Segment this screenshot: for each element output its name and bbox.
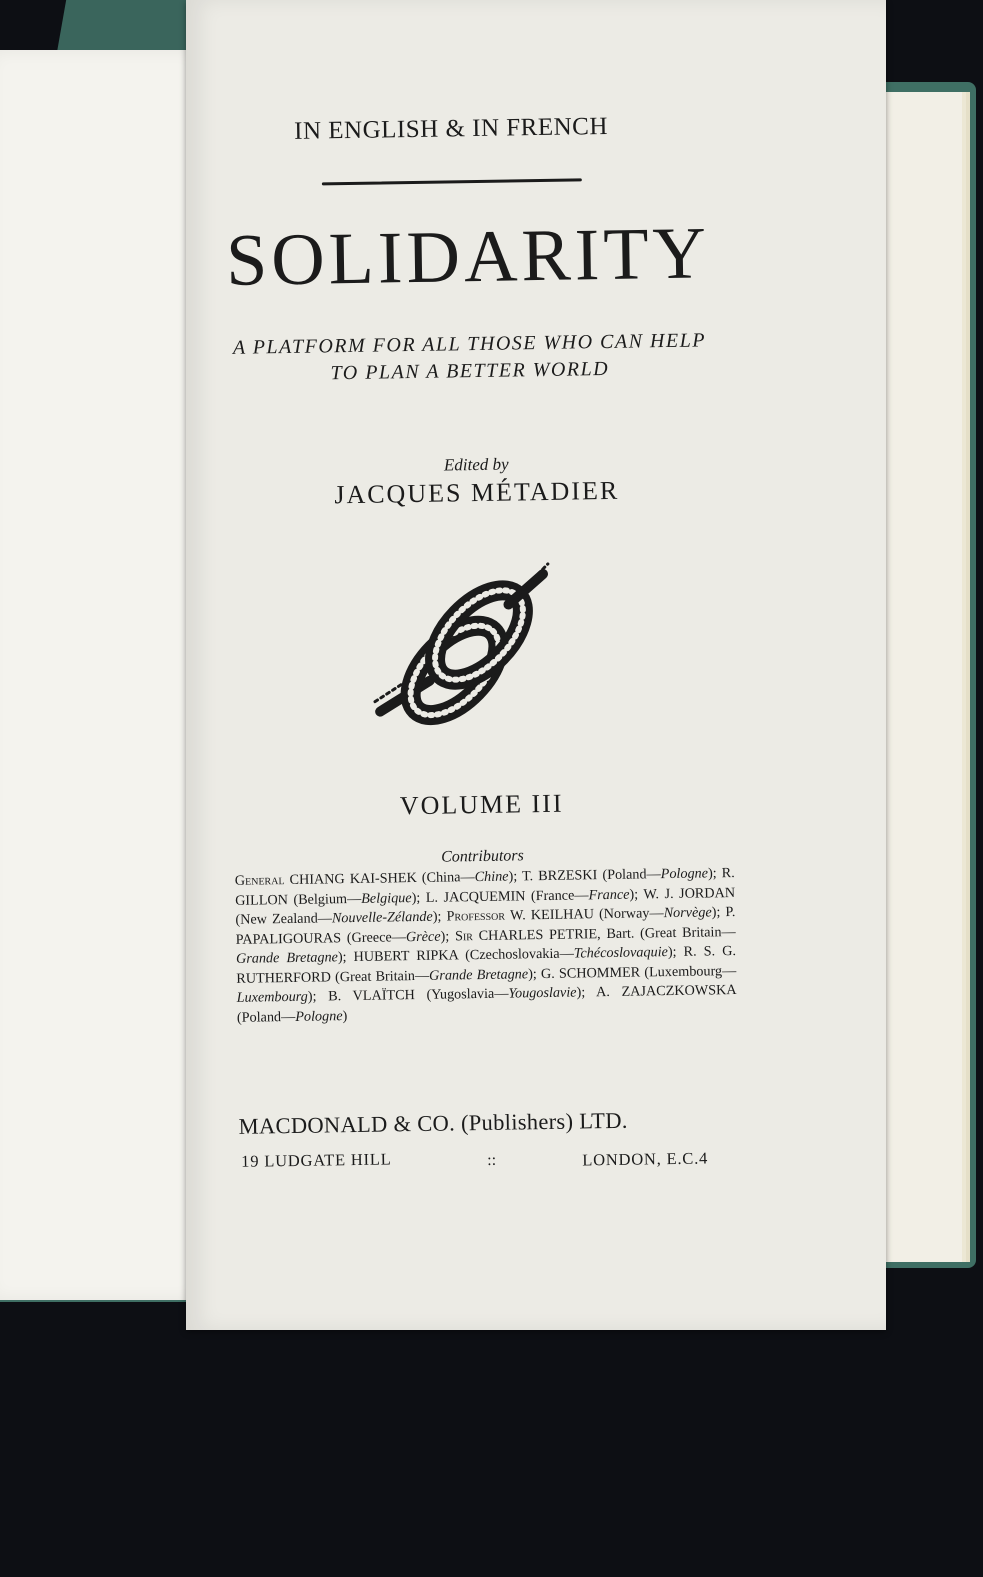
book-title: SOLIDARITY	[225, 212, 711, 302]
contributor-country-french: Grande Bretagne	[235, 949, 339, 967]
contributor-name: G. SCHOMMER	[540, 963, 645, 982]
contributor-country: (Greece—	[346, 928, 407, 946]
publisher-address-city: LONDON, E.C.4	[582, 1148, 709, 1170]
contributor-country-french: Pologne	[660, 865, 709, 883]
contributor-country-french: Luxembourg	[236, 988, 308, 1006]
contributor-country: (Poland—	[602, 866, 661, 884]
contributor-country-french: Belgique	[361, 889, 412, 907]
contributor-entry: R. S. G. RUTHERFORD (Great Britain—Grande Bretagne);	[236, 943, 737, 987]
contributor-country: (China—	[421, 869, 475, 886]
contributor-country-french: Norvège	[663, 904, 712, 922]
contributor-country: (Great Britain—	[639, 923, 736, 942]
contributor-name: P. PAPALIGOURAS	[235, 904, 736, 948]
publisher-name: MACDONALD & CO. (Publishers) LTD.	[238, 1107, 628, 1139]
decorative-rule	[322, 178, 582, 185]
edited-by-label: Edited by	[443, 454, 509, 475]
contributor-country: (France—	[530, 886, 589, 904]
contributor-country: (Norway—	[598, 905, 664, 923]
contributor-country-french: Chine	[474, 868, 509, 886]
contributor-country-french: Tchécoslovaquie	[573, 944, 669, 962]
contributor-entry: A. ZAJACZKOWSKA (Poland—Pologne)	[236, 982, 737, 1026]
contributor-name: W. KEILHAU	[509, 906, 600, 924]
contributors-list	[235, 864, 737, 1028]
language-line: IN ENGLISH & IN FRENCH	[293, 112, 609, 145]
contributor-entry: T. BRZESKI (Poland—Pologne);	[521, 865, 722, 885]
contributor-entry: G. SCHOMMER (Luxembourg—Luxembourg);	[236, 962, 737, 1006]
volume-number: VOLUME III	[399, 788, 564, 821]
contributor-country-french: Grèce	[405, 928, 441, 945]
contributor-name: W. J. JORDAN	[643, 884, 736, 902]
contributor-name: R. S. G. RUTHERFORD	[236, 943, 737, 987]
contributor-country: (New Zealand—	[235, 910, 333, 928]
address-separator: ::	[487, 1151, 497, 1169]
contributor-country: (Czechoslovakia—	[465, 945, 574, 964]
contributor-entry: Professor W. KEILHAU (Norway—Norvège);	[446, 904, 726, 925]
contributor-country: (Poland—	[236, 1008, 296, 1026]
contributor-entry: W. J. JORDAN (New Zealand—Nouvelle-Zélande);	[235, 884, 736, 928]
contributor-name: B. VLAÏTCH	[328, 986, 427, 1005]
subtitle-line-1: A PLATFORM FOR ALL THOSE WHO CAN HELP	[232, 329, 707, 359]
publisher-address-street: 19 LUDGATE HILL	[241, 1149, 392, 1171]
contributor-country-french: Pologne	[295, 1007, 343, 1025]
contributor-country-french: Grande Bretagne	[428, 965, 529, 984]
contributor-country: (Luxembourg—	[644, 962, 737, 980]
contributor-country-french: Yougoslavie	[508, 984, 577, 1002]
subtitle-line-2: TO PLAN A BETTER WORLD	[330, 357, 610, 385]
contributor-entry: Sir CHARLES PETRIE, Bart. (Great Britain—Grande Bretagne);	[235, 923, 736, 967]
contributor-title: Sir	[454, 927, 479, 944]
contributor-name: T. BRZESKI	[521, 867, 603, 885]
contributor-entry: P. PAPALIGOURAS (Greece—Grèce);	[235, 904, 736, 948]
chain-links-icon	[368, 559, 561, 742]
contributor-country: (Yugoslavia—	[426, 985, 509, 1003]
contributor-name: CHARLES PETRIE, Bart.	[478, 925, 641, 944]
contributor-country-french: France	[588, 886, 630, 903]
contributor-name: HUBERT RIPKA	[353, 947, 466, 966]
contributor-title: Professor	[446, 907, 511, 925]
contributor-name: A. ZAJACZKOWSKA	[595, 982, 737, 1001]
contributor-entry: B. VLAÏTCH (Yugoslavia—Yougoslavie);	[328, 984, 597, 1005]
contributor-entry: R. GILLON (Belgium—Belgique);	[234, 865, 735, 909]
contributor-country: (Great Britain—	[334, 967, 430, 985]
contributor-entry: HUBERT RIPKA (Czechoslovakia—Tchécoslovaquie);	[353, 943, 684, 966]
contributors-heading: Contributors	[440, 847, 524, 866]
contributor-title: General	[234, 872, 290, 889]
contributor-country: (Belgium—	[293, 890, 362, 908]
contributor-country-french: Nouvelle-Zélande	[331, 908, 433, 927]
contributor-entry: L. JACQUEMIN (France—France);	[425, 885, 644, 906]
editor-name: JACQUES MÉTADIER	[334, 475, 620, 510]
contributor-name: CHIANG KAI-SHEK	[289, 869, 422, 889]
contributor-name: R. GILLON	[234, 865, 735, 909]
contributor-name: L. JACQUEMIN	[425, 887, 532, 906]
contributor-entry: General CHIANG KAI-SHEK (China—Chine);	[234, 868, 523, 889]
